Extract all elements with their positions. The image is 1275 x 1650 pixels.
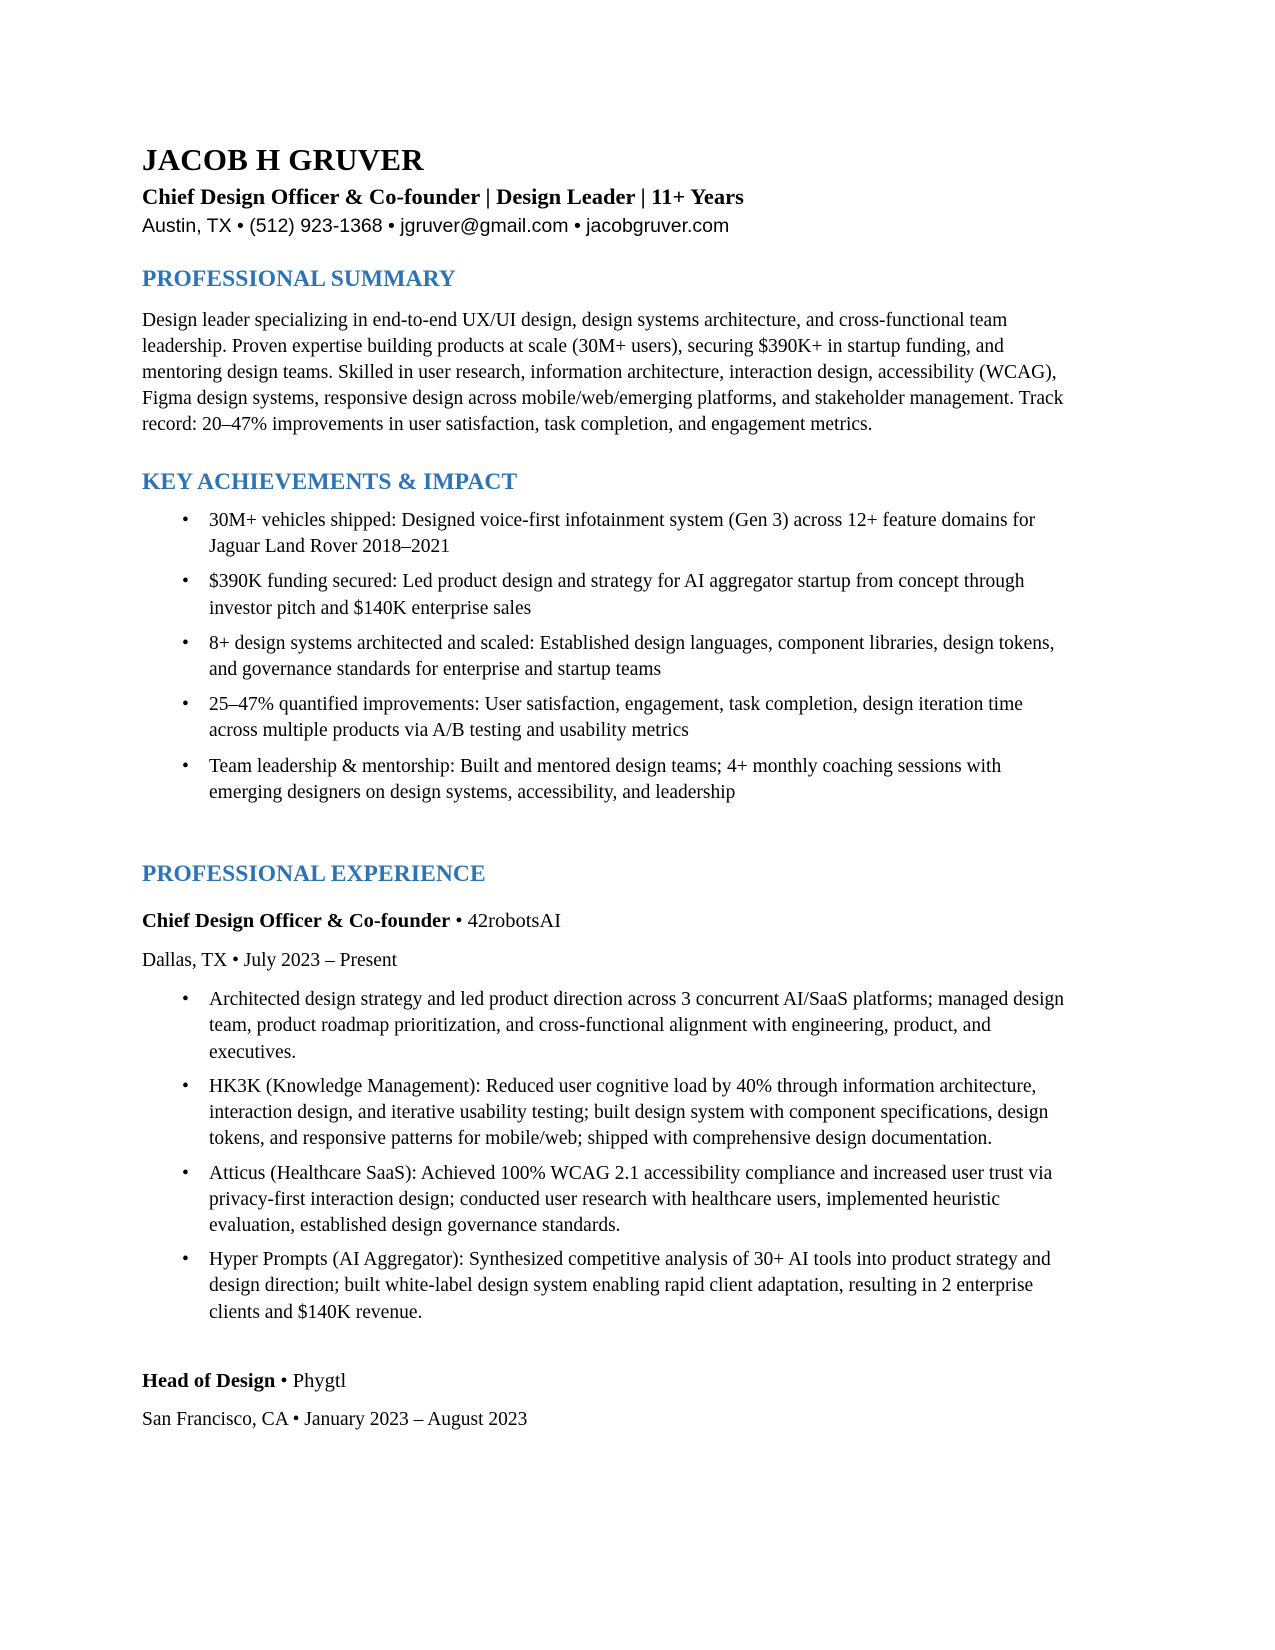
list-item	[142, 754, 1075, 806]
key-achievements-list	[142, 508, 1075, 806]
bullet-point-icon: •	[182, 632, 189, 654]
list-item-text: Team leadership & mentorship: Built and mentored design teams; 4+ monthly coaching sessions with emerging designers on design systems, accessibility, and leadership	[209, 755, 1002, 803]
candidate-name: JACOB H GRUVER	[142, 142, 424, 177]
job-title-separator: •	[450, 910, 468, 933]
job-title-line	[142, 908, 1075, 935]
experience-entry	[142, 908, 1075, 1326]
list-item	[142, 631, 1075, 683]
list-item-text: $390K funding secured: Led product design and strategy for AI aggregator startup from concept through investor pitch and $140K enterprise sales	[209, 571, 1025, 619]
job-company: Phygtl	[292, 1369, 347, 1392]
professional-summary-text: Design leader specializing in end-to-end UX/UI design, design systems architecture, and cross-functional team leadership. Proven expertise building products at scale (30M+ users), securing $390K+ in startup funding, and mentoring design teams. Skilled in user research, information architecture, interaction design, accessibility (WCAG), Figma design systems, responsive design across mobile/web/emerging platforms, and stakeholder management. Track record: 20–47% improvements in user satisfaction, task completion, and engagement metrics.	[142, 309, 1064, 436]
experience-entry	[142, 1368, 1075, 1433]
bullet-point-icon: •	[182, 1162, 189, 1184]
job-title-line	[142, 1368, 1075, 1395]
contact-line: Austin, TX • (512) 923-1368 • jgruver@gmail.com • jacobgruver.com	[142, 215, 730, 238]
experience-list	[142, 908, 1075, 1433]
list-item-text: 8+ design systems architected and scaled: Established design languages, component libraries, design tokens, and governance standards for enterprise and startup teams	[209, 632, 1055, 680]
list-item-text: Atticus (Healthcare SaaS): Achieved 100% WCAG 2.1 accessibility compliance and increased user trust via privacy-first interaction design; conducted user research with healthcare users, implemented heuristic evaluation, established design governance standards.	[209, 1162, 1053, 1236]
list-item-text: Architected design strategy and led product direction across 3 concurrent AI/SaaS platforms; managed design team, product roadmap prioritization, and cross-functional alignment with engineering, product, and executives.	[209, 989, 1065, 1063]
candidate-headline: Chief Design Officer & Co-founder | Design Leader | 11+ Years	[142, 183, 744, 209]
section-heading-professional-summary: PROFESSIONAL SUMMARY	[142, 266, 456, 293]
bullet-point-icon: •	[182, 1075, 189, 1097]
bullet-point-icon: •	[182, 1249, 189, 1271]
job-title-separator: •	[275, 1369, 293, 1392]
list-item-text: HK3K (Knowledge Management): Reduced user cognitive load by 40% through information architecture, interaction design, and iterative usability testing; built design system with component specifications, design tokens, and responsive patterns for mobile/web; shipped with comprehensive design documentation.	[209, 1075, 1049, 1150]
bullet-point-icon: •	[182, 989, 189, 1011]
list-item-text: Hyper Prompts (AI Aggregator): Synthesized competitive analysis of 30+ AI tools into product strategy and design direction; built white-label design system enabling rapid client adaptation, resulting in 2 enterprise clients and $140K revenue.	[209, 1249, 1051, 1323]
job-role: Head of Design	[142, 1369, 276, 1392]
bullet-point-icon: •	[182, 694, 189, 716]
job-bullets-list	[142, 987, 1075, 1326]
bullet-point-icon: •	[182, 509, 189, 531]
list-item	[142, 1161, 1075, 1240]
job-location-dates: Dallas, TX • July 2023 – Present	[142, 949, 398, 971]
list-item	[142, 987, 1075, 1066]
list-item	[142, 692, 1075, 744]
section-heading-key-achievements: KEY ACHIEVEMENTS & IMPACT	[142, 468, 518, 495]
bullet-point-icon: •	[182, 571, 189, 593]
job-role: Chief Design Officer & Co-founder	[142, 910, 451, 933]
list-item	[142, 1074, 1075, 1153]
job-location-dates: San Francisco, CA • January 2023 – August 2023	[142, 1409, 528, 1431]
bullet-point-icon: •	[182, 755, 189, 777]
list-item	[142, 1247, 1075, 1326]
resume-header	[142, 142, 1075, 238]
list-item	[142, 508, 1075, 560]
list-item	[142, 569, 1075, 621]
list-item-text: 25–47% quantified improvements: User satisfaction, engagement, task completion, design iteration time across multiple products via A/B testing and usability metrics	[209, 694, 1023, 742]
job-company: 42robotsAI	[467, 910, 562, 933]
list-item-text: 30M+ vehicles shipped: Designed voice-first infotainment system (Gen 3) across 12+ feature domains for Jaguar Land Rover 2018–2021	[209, 509, 1036, 558]
section-heading-professional-experience: PROFESSIONAL EXPERIENCE	[142, 861, 486, 888]
